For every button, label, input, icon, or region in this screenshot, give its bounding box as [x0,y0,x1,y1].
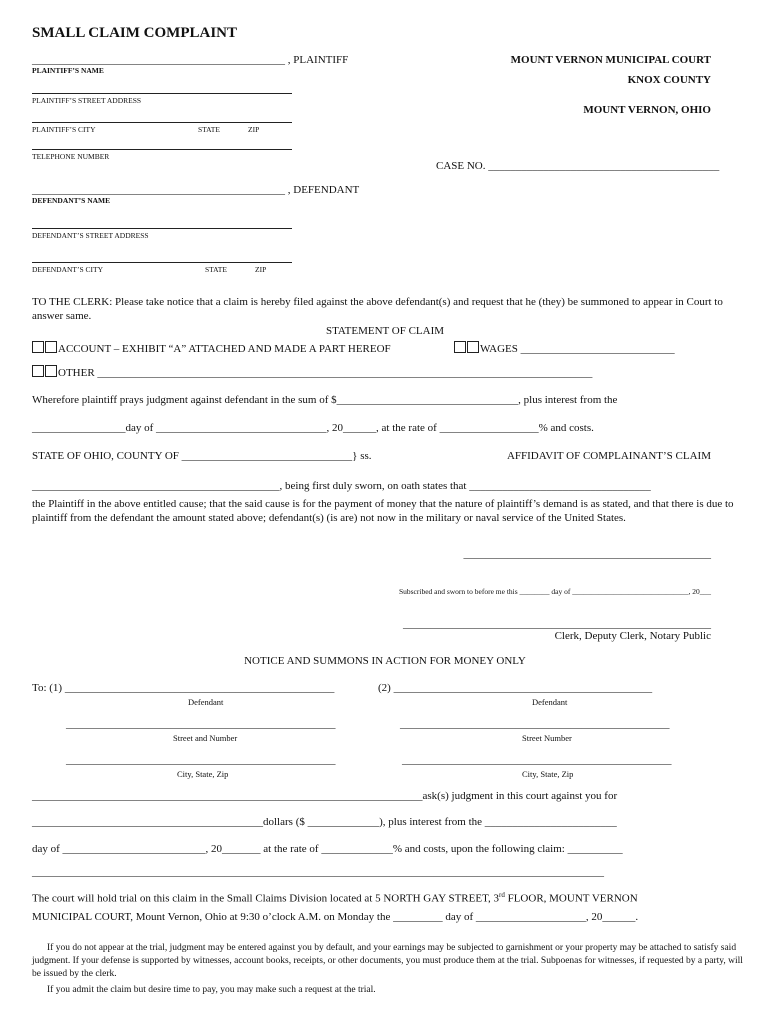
trial-text-sup: rd [499,891,505,899]
wages-checkbox-2[interactable] [467,341,479,353]
defendant-state-label: STATE [205,265,227,274]
claim-blank-line[interactable]: ________________________________________________________________________________________________________ [32,866,604,878]
defendant-city-line[interactable] [32,262,292,263]
to-defendant-2[interactable]: (2) _______________________________________________ [378,682,653,694]
plaintiff-zip-label: ZIP [248,125,260,134]
wages-label: WAGES ____________________________ [480,343,675,355]
subscribed-line[interactable]: Subscribed and sworn to before me this ________ day of _______________________________, 20___ [398,587,711,596]
affidavit-heading: AFFIDAVIT OF COMPLAINANT’S CLAIM [506,450,711,462]
wherefore-line-2[interactable]: _________________day of _______________________________, 20______, at the rate of __________________% and costs. [32,422,594,434]
account-checkbox[interactable] [32,341,44,353]
defendant-street-line[interactable] [32,228,292,229]
city-line-1[interactable]: _________________________________________________ [66,754,336,766]
defendant-street-label: DEFENDANT’S STREET ADDRESS [32,231,149,240]
court-city: MOUNT VERNON, OHIO [583,104,711,116]
payment-request-note: If you admit the claim but desire time to pay, you may make such a request at the trial. [47,985,376,995]
plaintiff-state-label: STATE [198,125,220,134]
default-warning: If you do not appear at the trial, judgment may be entered against you by default, and your earnings may be subjected to garnishment or your property may be attached to satisfy said judgment. If your defense is supported by witnesses, account books, receipts, or other documents, you must produce them at the trial. Subpoenas for witnesses, if requested by a party, will be issued by the clerk. [32,943,743,979]
defendant-name-line[interactable]: ______________________________________________ , DEFENDANT [32,184,360,196]
other-checkbox-2[interactable] [45,365,57,377]
affidavit-body: the Plaintiff in the above entitled cause; that the said cause is for the payment of money that the nature of plaintiff’s demand is as stated, and that there is due to plaintiff from the defendant the amount stated above; defendant(s) (is are) not now in the military or naval service of the United States. [32,498,734,524]
city-line-2[interactable]: _________________________________________________ [402,754,672,766]
dollars-line[interactable]: __________________________________________dollars ($ _____________), plus interest from the ________________________ [32,816,617,828]
street-line-1[interactable]: _________________________________________________ [66,718,336,730]
defendant-2-label: Defendant [532,697,568,707]
plaintiff-name-line[interactable]: ______________________________________________ , PLAINTIFF [32,54,349,66]
statement-heading: STATEMENT OF CLAIM [325,325,445,337]
clerk-signature-line[interactable]: ________________________________________________________ [403,618,711,630]
street-label-1: Street and Number [173,733,238,743]
account-label: ACCOUNT – EXHIBIT “A” ATTACHED AND MADE A PART HEREOF [58,343,391,355]
defendant-zip-label: ZIP [255,265,267,274]
affiant-signature-line[interactable]: _____________________________________________ [463,548,711,560]
plaintiff-street-line[interactable] [32,93,292,94]
court-county: KNOX COUNTY [627,74,711,86]
plaintiff-street-label: PLAINTIFF’S STREET ADDRESS [32,96,142,105]
account-option[interactable] [32,341,391,355]
sworn-line[interactable]: _____________________________________________, being first duly sworn, on oath states that _________________________________ [32,480,651,492]
city-label-1: City, State, Zip [177,769,229,779]
trial-text-1: The court will hold trial on this claim in the Small Claims Division located at 5 NORTH GAY STREET, 3 [32,892,499,905]
plaintiff-name-label: PLAINTIFF’S NAME [32,66,104,75]
plaintiff-phone-label: TELEPHONE NUMBER [32,152,110,161]
clerk-notice: TO THE CLERK: Please take notice that a claim is hereby filed against the above defendant(s) and request that he (they) be summoned to appear in Court to answer same. [32,296,723,322]
wages-option[interactable] [454,341,675,355]
other-option[interactable] [32,365,592,379]
account-checkbox-2[interactable] [45,341,57,353]
clerk-title: Clerk, Deputy Clerk, Notary Public [554,630,711,642]
case-number-field[interactable]: CASE NO. __________________________________________ [436,160,720,172]
wherefore-line-1[interactable]: Wherefore plaintiff prays judgment against defendant in the sum of $_________________________________, plus interest from the [32,394,618,406]
rate-line[interactable]: day of __________________________, 20_______ at the rate of _____________% and costs, upon the following claim: __________ [32,843,623,855]
defendant-city-label: DEFENDANT’S CITY [32,265,104,274]
court-name: MOUNT VERNON MUNICIPAL COURT [510,54,711,66]
plaintiff-phone-line[interactable] [32,149,292,150]
plaintiff-city-line[interactable] [32,122,292,123]
defendant-1-label: Defendant [188,697,224,707]
defendant-name-label: DEFENDANT’S NAME [32,196,111,205]
street-label-2: Street Number [522,733,572,743]
street-line-2[interactable]: _________________________________________________ [400,718,670,730]
notice-heading: NOTICE AND SUMMONS IN ACTION FOR MONEY ONLY [244,655,526,667]
page-title: SMALL CLAIM COMPLAINT [32,25,238,41]
wages-checkbox[interactable] [454,341,466,353]
trial-line-2[interactable]: MUNICIPAL COURT, Mount Vernon, Ohio at 9:30 o’clock A.M. on Monday the _________ day of ____________________, 20______. [32,911,639,923]
other-checkbox[interactable] [32,365,44,377]
state-county-line[interactable]: STATE OF OHIO, COUNTY OF _______________________________} ss. [32,450,372,462]
trial-line-1 [32,891,638,905]
to-defendant-1[interactable]: To: (1) _________________________________________________ [32,682,335,694]
other-label: OTHER __________________________________________________________________________________________ [58,367,593,379]
plaintiff-city-label: PLAINTIFF’S CITY [32,125,96,134]
asks-judgment-line[interactable]: _______________________________________________________________________ask(s) judgment in this court against you for [32,790,618,802]
city-label-2: City, State, Zip [522,769,574,779]
trial-text-1b: FLOOR, MOUNT VERNON [504,892,638,905]
